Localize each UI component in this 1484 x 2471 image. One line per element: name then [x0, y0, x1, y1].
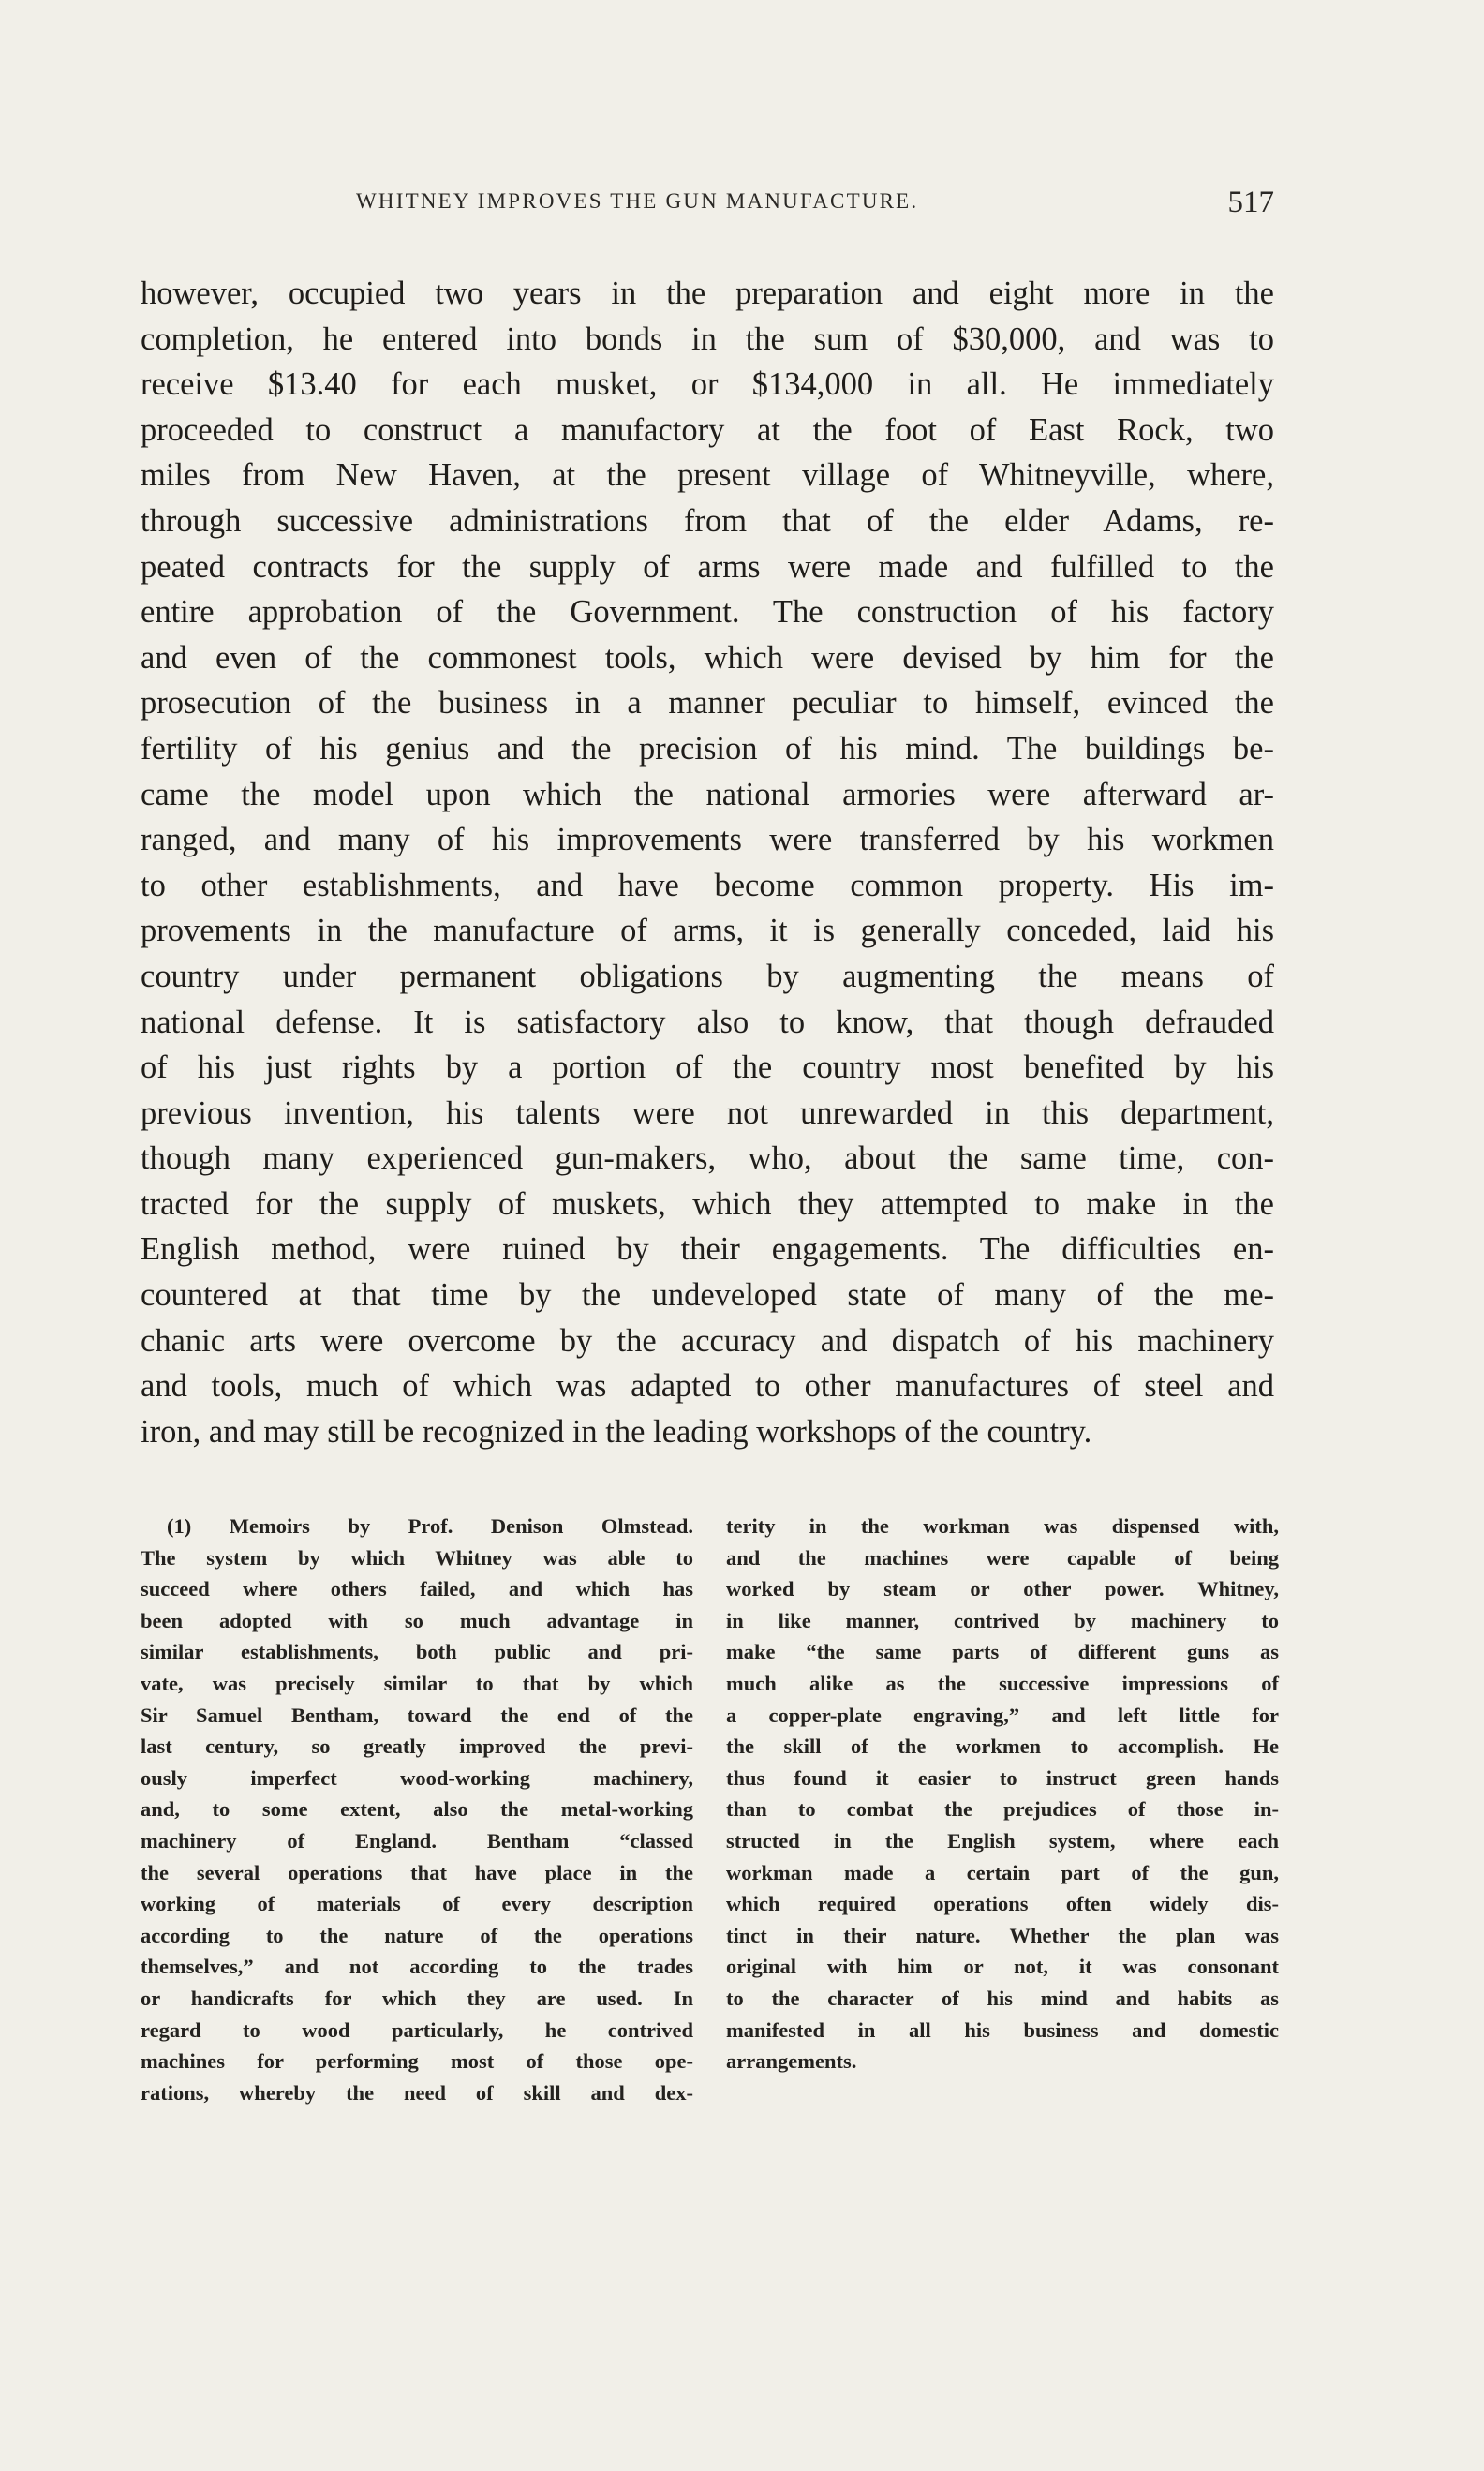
text-line: national defense. It is satisfactory also to know, that though defrauded: [141, 1004, 1274, 1040]
footnote-line: much alike as the successive impressions of: [726, 1671, 1279, 1695]
footnote-line: (1) Memoirs by Prof. Denison Olmstead.: [167, 1514, 693, 1538]
footnote-line: machinery of England. Bentham “classed: [141, 1828, 693, 1853]
footnote-line: ously imperfect wood-working machinery,: [141, 1765, 693, 1790]
footnote-line: worked by steam or other power. Whitney,: [726, 1577, 1279, 1601]
text-line: and even of the commonest tools, which were devised by him for the: [141, 639, 1274, 676]
text-line: through successive administrations from that of the elder Adams, re-: [141, 502, 1274, 539]
text-line: fertility of his genius and the precision of his mind. The buildings be-: [141, 730, 1274, 767]
footnote-line: manifested in all his business and domestic: [726, 2017, 1279, 2042]
text-line: receive $13.40 for each musket, or $134,000 in all. He immediately: [141, 366, 1274, 403]
footnote-line: according to the nature of the operations: [141, 1923, 693, 1947]
page-header: [141, 186, 1274, 223]
text-line: country under permanent obligations by augmenting the means of: [141, 958, 1274, 994]
footnote-line: in like manner, contrived by machinery to: [726, 1608, 1279, 1632]
body-text: [141, 271, 1274, 1454]
footnotes: [141, 1511, 1279, 2105]
footnote-line: structed in the English system, where each: [726, 1828, 1279, 1853]
text-line: provements in the manufacture of arms, it is generally conceded, laid his: [141, 913, 1274, 949]
text-line: countered at that time by the undeveloped state of many of the me-: [141, 1277, 1274, 1314]
footnote-line: which required operations often widely dis-: [726, 1892, 1279, 1916]
text-line: however, occupied two years in the preparation and eight more in the: [141, 275, 1274, 311]
text-line: iron, and may still be recognized in the leading workshops of the country.: [141, 1413, 1092, 1450]
text-line: chanic arts were overcome by the accuracy and dispatch of his machinery: [141, 1322, 1274, 1359]
text-line: came the model upon which the national armories were afterward ar-: [141, 776, 1274, 812]
text-line: to other establishments, and have become common property. His im-: [141, 867, 1274, 903]
footnote-line: the skill of the workmen to accomplish. He: [726, 1734, 1279, 1759]
text-line: miles from New Haven, at the present village of Whitneyville, where,: [141, 457, 1274, 494]
footnote-line: a copper-plate engraving,” and left little for: [726, 1703, 1279, 1727]
footnote-line: similar establishments, both public and pri-: [141, 1640, 693, 1664]
text-line: proceeded to construct a manufactory at the foot of East Rock, two: [141, 411, 1274, 448]
page-number: 517: [1227, 186, 1274, 219]
footnote-line: Sir Samuel Bentham, toward the end of the: [141, 1703, 693, 1727]
footnote-line: and, to some extent, also the metal-working: [141, 1797, 693, 1822]
footnote-line: the several operations that have place in the: [141, 1860, 693, 1884]
text-line: entire approbation of the Government. The construction of his factory: [141, 594, 1274, 631]
text-line: prosecution of the business in a manner peculiar to himself, evinced the: [141, 685, 1274, 722]
text-line: of his just rights by a portion of the country most benefited by his: [141, 1049, 1274, 1086]
footnote-line: themselves,” and not according to the trades: [141, 1955, 693, 1979]
footnote-line: regard to wood particularly, he contrived: [141, 2017, 693, 2042]
text-line: though many experienced gun-makers, who, about the same time, con-: [141, 1140, 1274, 1177]
footnote-line: tinct in their nature. Whether the plan was: [726, 1923, 1279, 1947]
footnote-line: terity in the workman was dispensed with,: [726, 1514, 1279, 1538]
footnote-line: thus found it easier to instruct green hands: [726, 1765, 1279, 1790]
footnote-line: arrangements.: [726, 2049, 857, 2074]
footnote-line: to the character of his mind and habits as: [726, 1986, 1279, 2010]
footnote-line: been adopted with so much advantage in: [141, 1608, 693, 1632]
footnote-line: working of materials of every description: [141, 1892, 693, 1916]
footnote-line: succeed where others failed, and which has: [141, 1577, 693, 1601]
footnote-line: vate, was precisely similar to that by which: [141, 1671, 693, 1695]
footnote-column-left: [141, 1511, 693, 2108]
text-line: peated contracts for the supply of arms were made and fulfilled to the: [141, 548, 1274, 585]
text-line: ranged, and many of his improvements were transferred by his workmen: [141, 822, 1274, 858]
footnote-line: than to combat the prejudices of those in-: [726, 1797, 1279, 1822]
text-line: tracted for the supply of muskets, which they attempted to make in the: [141, 1185, 1274, 1222]
footnote-line: workman made a certain part of the gun,: [726, 1860, 1279, 1884]
text-line: previous invention, his talents were not unrewarded in this department,: [141, 1094, 1274, 1131]
footnote-line: or handicrafts for which they are used. In: [141, 1986, 693, 2010]
footnote-line: The system by which Whitney was able to: [141, 1545, 693, 1570]
footnote-line: make “the same parts of different guns as: [726, 1640, 1279, 1664]
footnote-line: rations, whereby the need of skill and dex-: [141, 2080, 693, 2105]
footnote-line: machines for performing most of those ope-: [141, 2049, 693, 2074]
footnote-line: and the machines were capable of being: [726, 1545, 1279, 1570]
text-line: English method, were ruined by their engagements. The difficulties en-: [141, 1231, 1274, 1268]
text-line: and tools, much of which was adapted to other manufactures of steel and: [141, 1368, 1274, 1405]
text-line: completion, he entered into bonds in the sum of $30,000, and was to: [141, 320, 1274, 357]
footnote-column-right: [726, 1511, 1279, 2077]
running-head: WHITNEY IMPROVES THE GUN MANUFACTURE.: [356, 189, 919, 213]
footnote-line: original with him or not, it was consonant: [726, 1955, 1279, 1979]
footnote-line: last century, so greatly improved the previ-: [141, 1734, 693, 1759]
